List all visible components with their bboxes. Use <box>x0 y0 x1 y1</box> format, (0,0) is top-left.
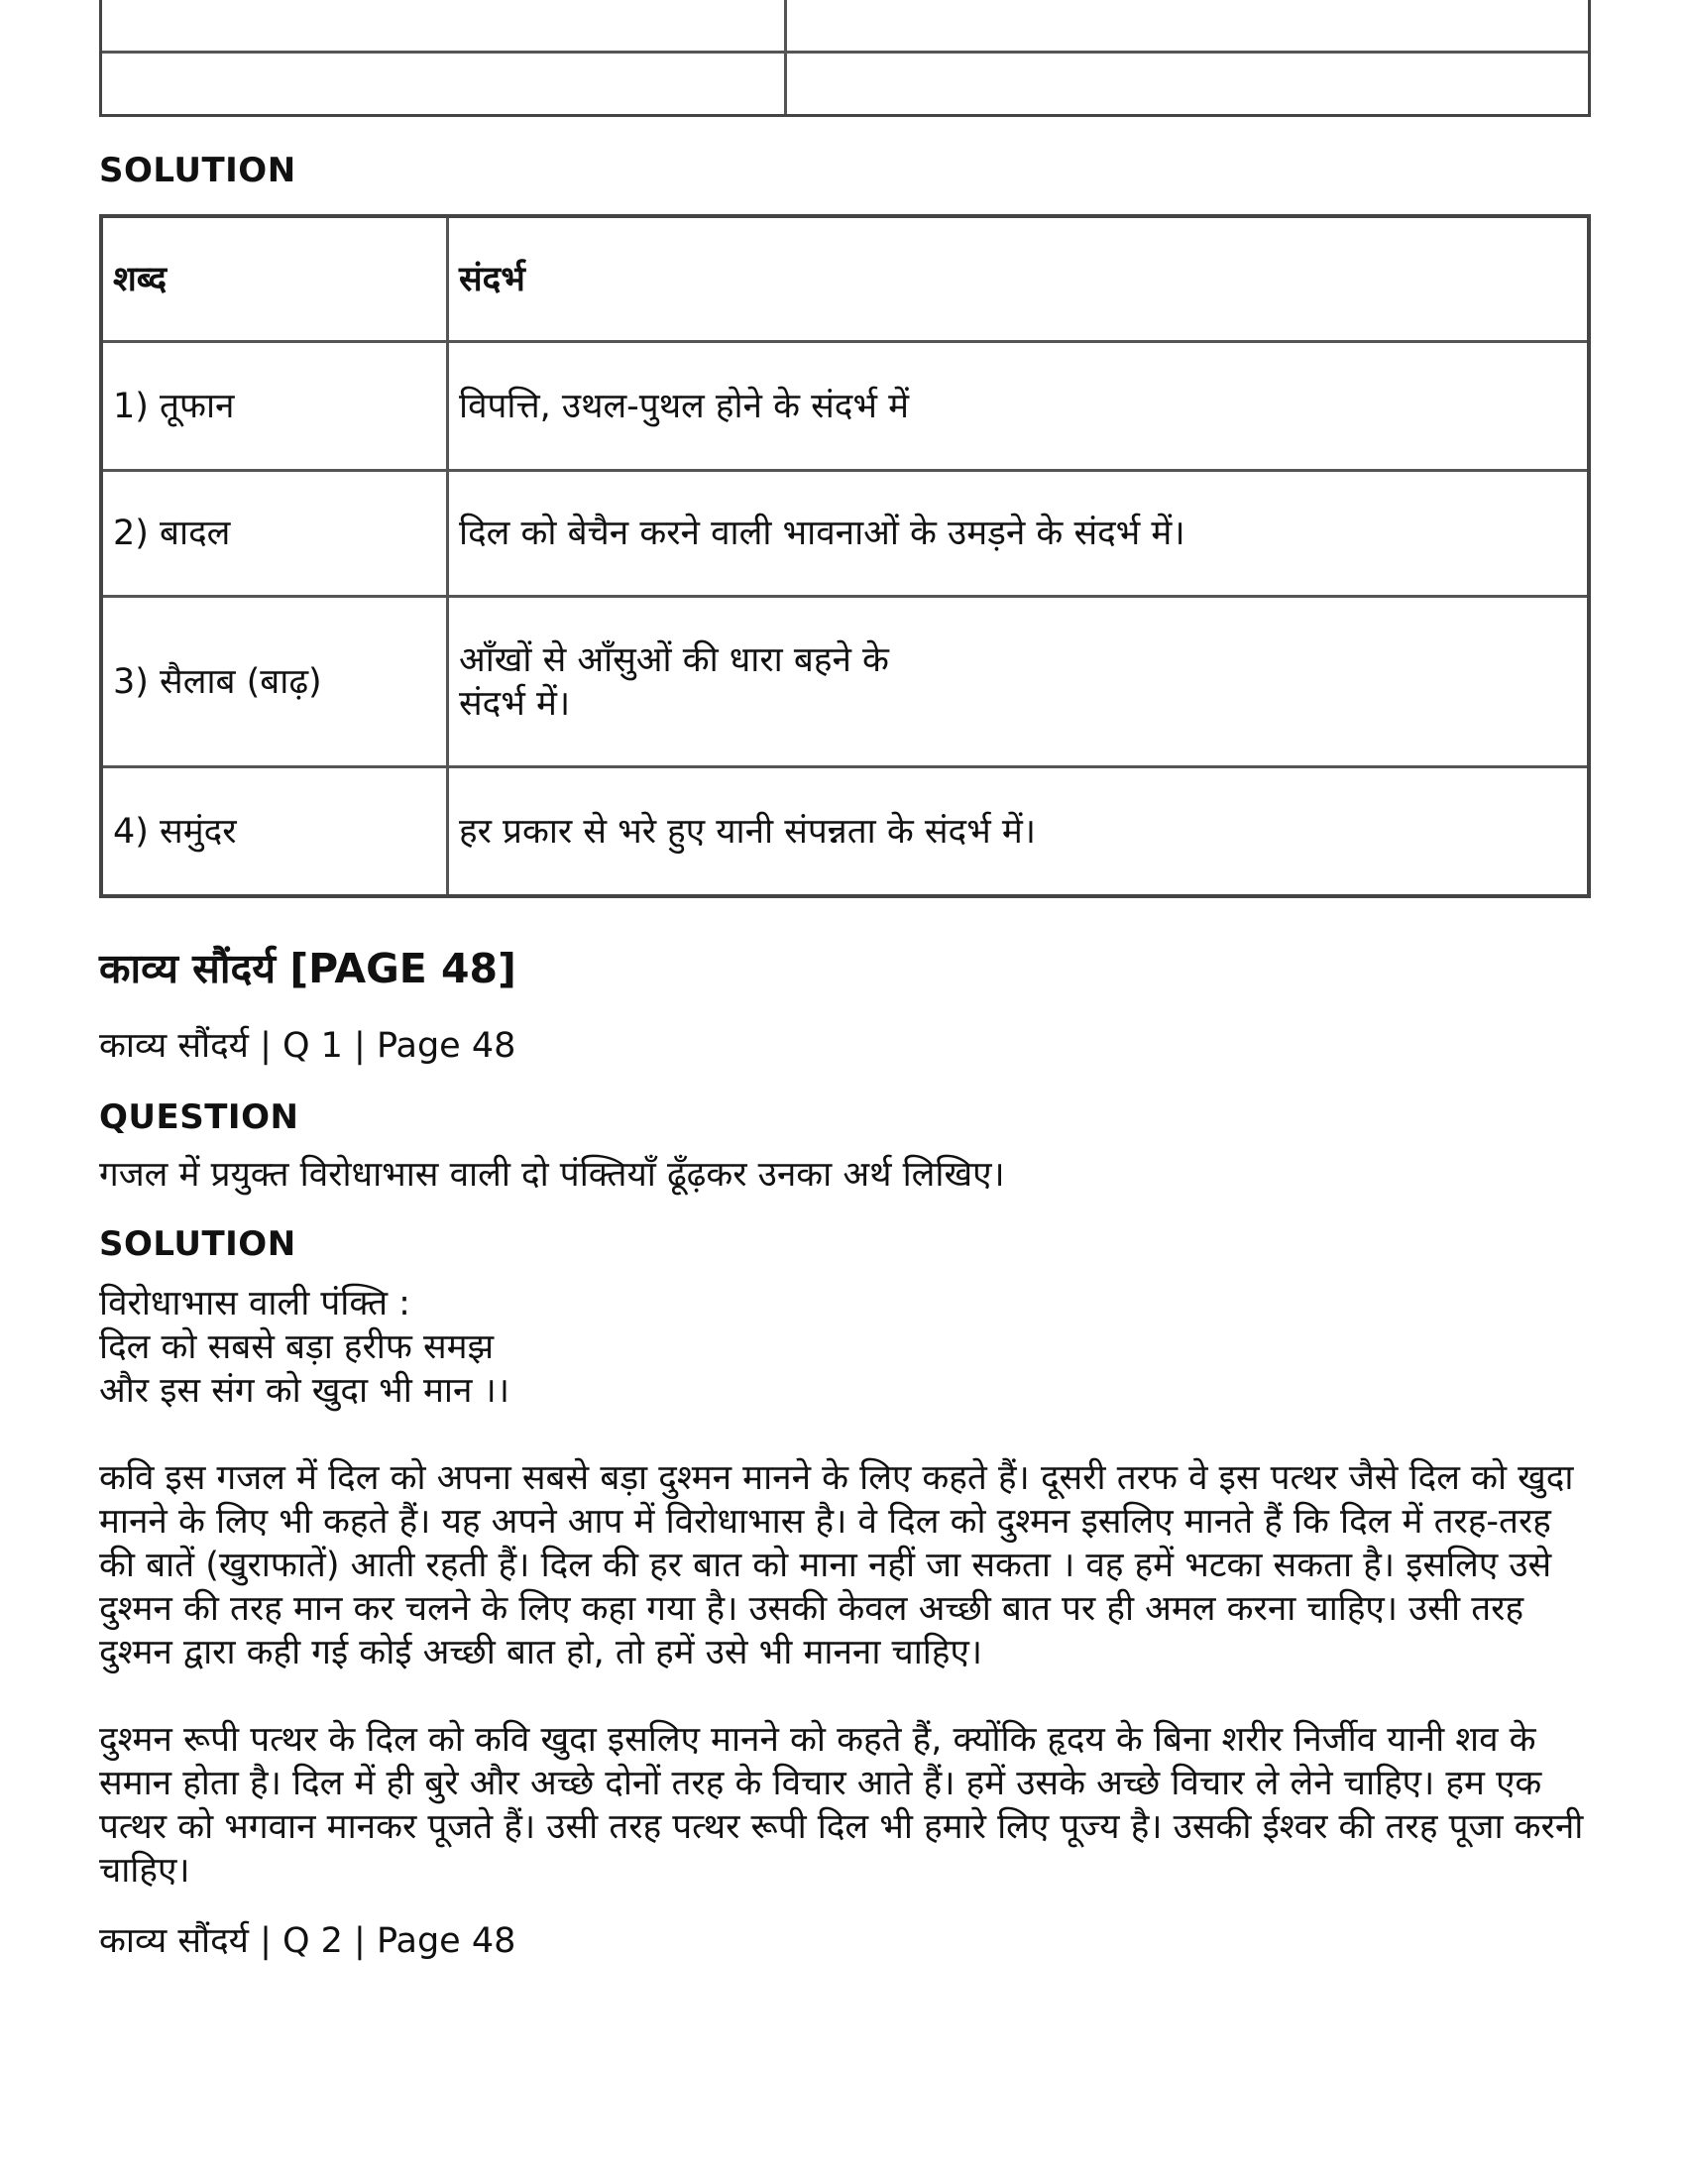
table-header-cell: शब्द <box>103 218 449 343</box>
solution-label: SOLUTION <box>99 151 296 190</box>
verse-line: दिल को सबसे बड़ा हरीफ समझ <box>99 1327 495 1367</box>
verse-line: और इस संग को खुदा भी मान ।। <box>99 1371 510 1411</box>
table-cell: 2) बादल <box>103 472 449 598</box>
table-cell: दिल को बेचैन करने वाली भावनाओं के उमड़ने के संदर्भ में। <box>449 472 1587 598</box>
table-header-cell: संदर्भ <box>449 218 1587 343</box>
section-heading: काव्य सौंदर्य [PAGE 48] <box>99 945 516 992</box>
question-label: QUESTION <box>99 1097 299 1137</box>
table-row <box>103 343 1587 472</box>
question-meta: काव्य सौंदर्य | Q 1 | Page 48 <box>99 1026 516 1066</box>
solution-paragraph: कवि इस गजल में दिल को अपना सबसे बड़ा दुश्मन मानने के लिए कहते हैं। दूसरी तरफ वे इस पत्थर जैसे दिल को खुदा मानने के लिए भी कहते हैं। यह अपने आप में विरोधाभास है। वे दिल को दुश्मन इसलिए मानते हैं कि दिल में तरह-तरह की बातें (खुराफातें) आती रहती हैं। दिल की हर बात को माना नहीं जा सकता । वह हमें भटका सकता है। इसलिए उसे दुश्मन की तरह मान कर चलने के लिए कहा गया है। उसकी केवल अच्छी बात पर ही अमल करना चाहिए। उसी तरह दुश्मन द्वारा कही गई कोई अच्छी बात हो, तो हमें उसे भी मानना चाहिए। <box>99 1458 1574 1672</box>
solution-verse <box>99 1282 1591 1413</box>
verse-line: विरोधाभास वाली पंक्ति : <box>99 1284 410 1323</box>
table-cell: 1) तूफान <box>103 343 449 472</box>
table-row <box>103 472 1587 598</box>
table-cell: हर प्रकार से भरे हुए यानी संपन्नता के संदर्भ में। <box>459 811 1037 852</box>
table-cell <box>787 0 1588 54</box>
page-content <box>99 0 1591 1963</box>
table-row <box>103 598 1587 768</box>
question-meta: काव्य सौंदर्य | Q 2 | Page 48 <box>99 1921 516 1961</box>
table-header-row <box>103 218 1587 343</box>
table-row <box>102 0 1588 54</box>
previous-table-fragment <box>99 0 1591 117</box>
table-row <box>102 54 1588 114</box>
table-cell <box>787 54 1588 114</box>
question-text: गजल में प्रयुक्त विरोधाभास वाली दो पंक्तियाँ ढूँढ़कर उनका अर्थ लिखिए। <box>99 1155 1005 1195</box>
table-row <box>103 768 1587 894</box>
table-cell: आँखों से आँसुओं की धारा बहने के संदर्भ में। <box>449 598 1587 768</box>
table-cell: 4) समुंदर <box>103 768 449 894</box>
solution-paragraph: दुश्मन रूपी पत्थर के दिल को कवि खुदा इसलिए मानने को कहते हैं, क्योंकि हृदय के बिना शरीर निर्जीव यानी शव के समान होता है। दिल में ही बुरे और अच्छे दोनों तरह के विचार आते हैं। हमें उसके अच्छे विचार ले लेने चाहिए। हम एक पत्थर को भगवान मानकर पूजते हैं। उसी तरह पत्थर रूपी दिल भी हमारे लिए पूज्य है। उसकी ईश्वर की तरह पूजा करनी चाहिए। <box>99 1720 1584 1891</box>
solution-label: SOLUTION <box>99 1224 296 1264</box>
table-cell: विपत्ति, उथल-पुथल होने के संदर्भ में <box>449 343 1587 472</box>
table-cell <box>102 0 787 54</box>
solution-table <box>99 214 1591 898</box>
table-cell: 3) सैलाब (बाढ़) <box>103 598 449 768</box>
table-cell <box>102 54 787 114</box>
